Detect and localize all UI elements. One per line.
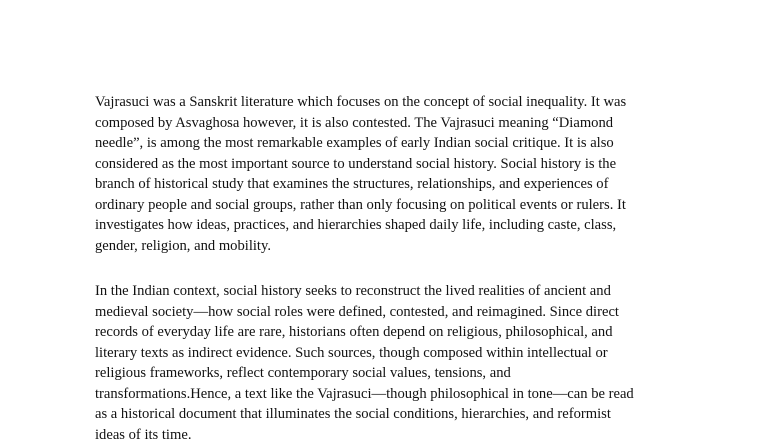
paragraph-vajrasuci-intro [95, 92, 626, 256]
text-line: records of everyday life are rare, historians often depend on religious, philosophical, and [95, 324, 613, 340]
text-line: literary texts as indirect evidence. Such sources, though composed within intellectual or [95, 344, 608, 361]
text-line: ordinary people and social groups, rather than only focusing on political events or rulers. It [95, 196, 626, 213]
text-line: In the Indian context, social history seeks to reconstruct the lived realities of ancient and [95, 283, 611, 299]
text-line: gender, religion, and mobility. [95, 237, 271, 254]
text-line: investigates how ideas, practices, and hierarchies shaped daily life, including caste, class, [95, 217, 617, 233]
text-line: needle”, is among the most remarkable examples of early Indian social critique. It is also [95, 135, 614, 151]
text-line: ideas of its time. [95, 426, 192, 441]
text-line: medieval society—how social roles were defined, contested, and reimagined. Since direct [95, 303, 619, 320]
paragraph-indian-context [95, 281, 634, 441]
text-line: considered as the most important source to understand social history. Social history is the [95, 155, 617, 172]
text-line: composed by Asvaghosa however, it is also contested. The Vajrasuci meaning “Diamond [95, 114, 614, 131]
text-line: transformations.Hence, a text like the Vajrasuci—though philosophical in tone—can be read [95, 385, 634, 402]
text-line: branch of historical study that examines the structures, relationships, and experiences of [95, 176, 609, 192]
text-line: Vajrasuci was a Sanskrit literature which focuses on the concept of social inequality. It was [95, 94, 627, 110]
text-line: religious frameworks, reflect contemporary social values, tensions, and [95, 365, 511, 381]
text-line: as a historical document that illuminates the social conditions, hierarchies, and reformist [95, 406, 611, 422]
